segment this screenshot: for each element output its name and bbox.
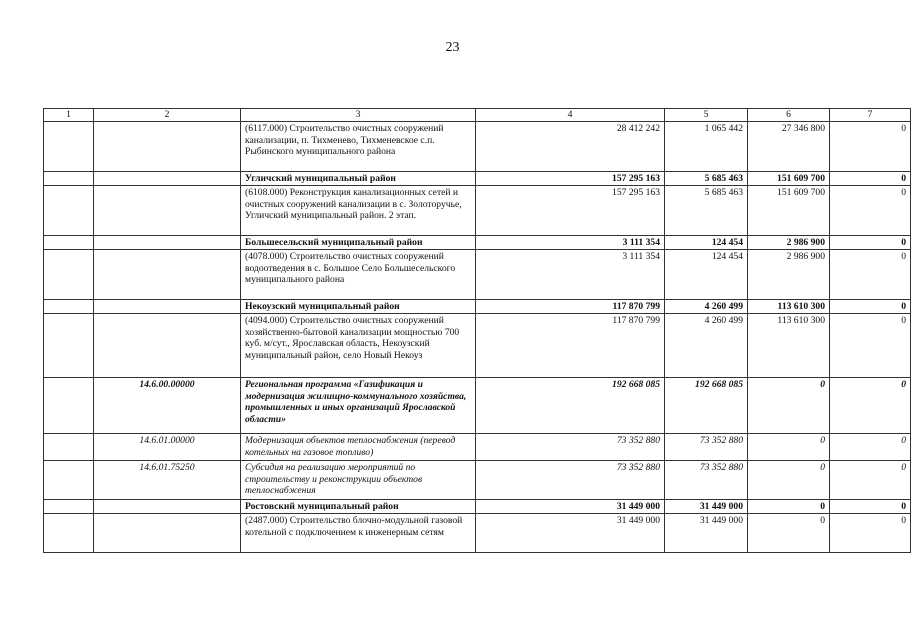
table-row	[44, 514, 911, 553]
table-row	[44, 122, 911, 172]
amount-col-5: 1 065 442	[665, 122, 748, 172]
table-row	[44, 250, 911, 300]
amount-col-5: 124 454	[665, 250, 748, 300]
budget-table	[43, 108, 911, 553]
row-col-1	[44, 514, 94, 553]
amount-col-7: 0	[830, 236, 911, 250]
column-header-1: 1	[44, 109, 94, 122]
total-amount: 31 449 000	[476, 500, 665, 514]
budget-code: 14.6.00.00000	[94, 378, 241, 434]
item-description: Большесельский муниципальный район	[241, 236, 476, 250]
amount-col-5: 31 449 000	[665, 500, 748, 514]
amount-col-7: 0	[830, 500, 911, 514]
row-col-1	[44, 500, 94, 514]
budget-code	[94, 314, 241, 378]
amount-col-7: 0	[830, 378, 911, 434]
amount-col-6: 2 986 900	[748, 236, 830, 250]
amount-col-6: 2 986 900	[748, 250, 830, 300]
budget-code	[94, 236, 241, 250]
budget-code	[94, 186, 241, 236]
amount-col-5: 73 352 880	[665, 461, 748, 500]
row-col-1	[44, 172, 94, 186]
amount-col-7: 0	[830, 314, 911, 378]
amount-col-7: 0	[830, 461, 911, 500]
amount-col-6: 0	[748, 461, 830, 500]
table-row	[44, 461, 911, 500]
row-col-1	[44, 434, 94, 461]
budget-code	[94, 122, 241, 172]
amount-col-7: 0	[830, 434, 911, 461]
amount-col-5: 73 352 880	[665, 434, 748, 461]
amount-col-5: 5 685 463	[665, 172, 748, 186]
total-amount: 3 111 354	[476, 250, 665, 300]
total-amount: 73 352 880	[476, 461, 665, 500]
item-description: (4078.000) Строительство очистных сооружений водоотведения в с. Большое Село Большесельского муниципального района	[241, 250, 476, 300]
amount-col-5: 192 668 085	[665, 378, 748, 434]
column-header-6: 6	[748, 109, 830, 122]
amount-col-6: 0	[748, 434, 830, 461]
amount-col-7: 0	[830, 300, 911, 314]
amount-col-6: 27 346 800	[748, 122, 830, 172]
table-row	[44, 236, 911, 250]
total-amount: 3 111 354	[476, 236, 665, 250]
total-amount: 28 412 242	[476, 122, 665, 172]
total-amount: 192 668 085	[476, 378, 665, 434]
amount-col-5: 5 685 463	[665, 186, 748, 236]
column-number-row	[44, 109, 911, 122]
row-col-1	[44, 236, 94, 250]
row-col-1	[44, 186, 94, 236]
item-description: Ростовский муниципальный район	[241, 500, 476, 514]
amount-col-6: 151 609 700	[748, 186, 830, 236]
total-amount: 31 449 000	[476, 514, 665, 553]
amount-col-5: 4 260 499	[665, 300, 748, 314]
amount-col-5: 4 260 499	[665, 314, 748, 378]
item-description: Угличский муниципальный район	[241, 172, 476, 186]
total-amount: 73 352 880	[476, 434, 665, 461]
column-header-3: 3	[241, 109, 476, 122]
column-header-4: 4	[476, 109, 665, 122]
total-amount: 117 870 799	[476, 314, 665, 378]
total-amount: 157 295 163	[476, 172, 665, 186]
amount-col-7: 0	[830, 172, 911, 186]
row-col-1	[44, 250, 94, 300]
total-amount: 117 870 799	[476, 300, 665, 314]
item-description: Некоузский муниципальный район	[241, 300, 476, 314]
row-col-1	[44, 378, 94, 434]
item-description: (4094.000) Строительство очистных сооружений хозяйственно-бытовой канализации мощностью 700 куб. м/сут., Ярославская область, Некоузский муниципальный район, село Новый Некоуз	[241, 314, 476, 378]
amount-col-6: 0	[748, 500, 830, 514]
budget-code	[94, 514, 241, 553]
column-header-5: 5	[665, 109, 748, 122]
amount-col-7: 0	[830, 186, 911, 236]
item-description: Субсидия на реализацию мероприятий по строительству и реконструкции объектов теплоснабжения	[241, 461, 476, 500]
item-description: (2487.000) Строительство блочно-модульной газовой котельной с подключением к инженерным сетям	[241, 514, 476, 553]
row-col-1	[44, 300, 94, 314]
amount-col-6: 113 610 300	[748, 314, 830, 378]
amount-col-7: 0	[830, 514, 911, 553]
item-description: Модернизация объектов теплоснабжения (перевод котельных на газовое топливо)	[241, 434, 476, 461]
table-row	[44, 300, 911, 314]
column-header-7: 7	[830, 109, 911, 122]
table-row	[44, 172, 911, 186]
item-description: (6108.000) Реконструкция канализационных сетей и очистных сооружений канализации в с. Золоторучье, Угличский муниципальный район. 2 этап.	[241, 186, 476, 236]
row-col-1	[44, 122, 94, 172]
table-row	[44, 434, 911, 461]
table-body	[44, 122, 911, 553]
amount-col-6: 0	[748, 378, 830, 434]
amount-col-6: 151 609 700	[748, 172, 830, 186]
table-row	[44, 314, 911, 378]
budget-code: 14.6.01.00000	[94, 434, 241, 461]
amount-col-6: 0	[748, 514, 830, 553]
amount-col-6: 113 610 300	[748, 300, 830, 314]
amount-col-5: 124 454	[665, 236, 748, 250]
item-description: (6117.000) Строительство очистных сооружений канализации, п. Тихменево, Тихменевское с.п. Рыбинского муниципального района	[241, 122, 476, 172]
amount-col-5: 31 449 000	[665, 514, 748, 553]
budget-code	[94, 172, 241, 186]
budget-code	[94, 300, 241, 314]
amount-col-7: 0	[830, 122, 911, 172]
column-header-2: 2	[94, 109, 241, 122]
budget-code: 14.6.01.75250	[94, 461, 241, 500]
budget-code	[94, 250, 241, 300]
item-description: Региональная программа «Газификация и модернизация жилищно-коммунального хозяйства, промышленных и иных организаций Ярославской области»	[241, 378, 476, 434]
total-amount: 157 295 163	[476, 186, 665, 236]
budget-code	[94, 500, 241, 514]
row-col-1	[44, 314, 94, 378]
page-number: 23	[445, 40, 460, 55]
amount-col-7: 0	[830, 250, 911, 300]
table-row	[44, 500, 911, 514]
table-row	[44, 378, 911, 434]
row-col-1	[44, 461, 94, 500]
table-row	[44, 186, 911, 236]
